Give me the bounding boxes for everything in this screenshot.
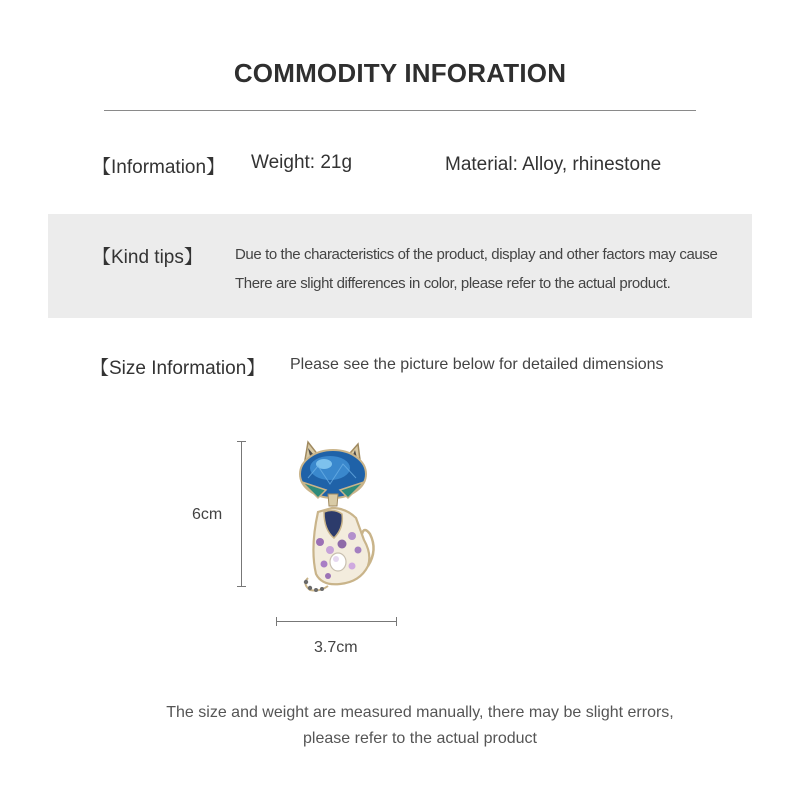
- height-dimension-cap-bottom: [237, 586, 246, 587]
- kind-tips-label: 【Kind tips】: [92, 247, 203, 268]
- width-dimension-label: 3.7cm: [314, 639, 358, 656]
- size-information-description: Please see the picture below for detailed dimensions: [290, 356, 664, 373]
- footer-note-line-2: please refer to the actual product: [303, 730, 537, 747]
- weight-value: Weight: 21g: [251, 152, 353, 173]
- footer-note-line-1: The size and weight are measured manually, there may be slight errors,: [166, 704, 674, 721]
- material-value: Material: Alloy, rhinestone: [445, 154, 662, 175]
- information-label: 【Information】: [92, 157, 226, 178]
- kind-tips-line-2: There are slight differences in color, please refer to the actual product.: [235, 275, 671, 292]
- width-dimension-cap-left: [276, 617, 277, 626]
- kind-tips-line-1: Due to the characteristics of the product, display and other factors may cause: [235, 246, 718, 263]
- size-information-label: 【Size Information】: [90, 358, 266, 379]
- width-dimension-line: [276, 621, 397, 622]
- fox-brooch-image: [288, 438, 384, 594]
- width-dimension-cap-right: [396, 617, 397, 626]
- title-divider: [104, 110, 696, 111]
- height-dimension-cap-top: [237, 441, 246, 442]
- height-dimension-label: 6cm: [192, 506, 223, 523]
- page-title: COMMODITY INFORATION: [233, 58, 567, 88]
- height-dimension-line: [241, 441, 242, 587]
